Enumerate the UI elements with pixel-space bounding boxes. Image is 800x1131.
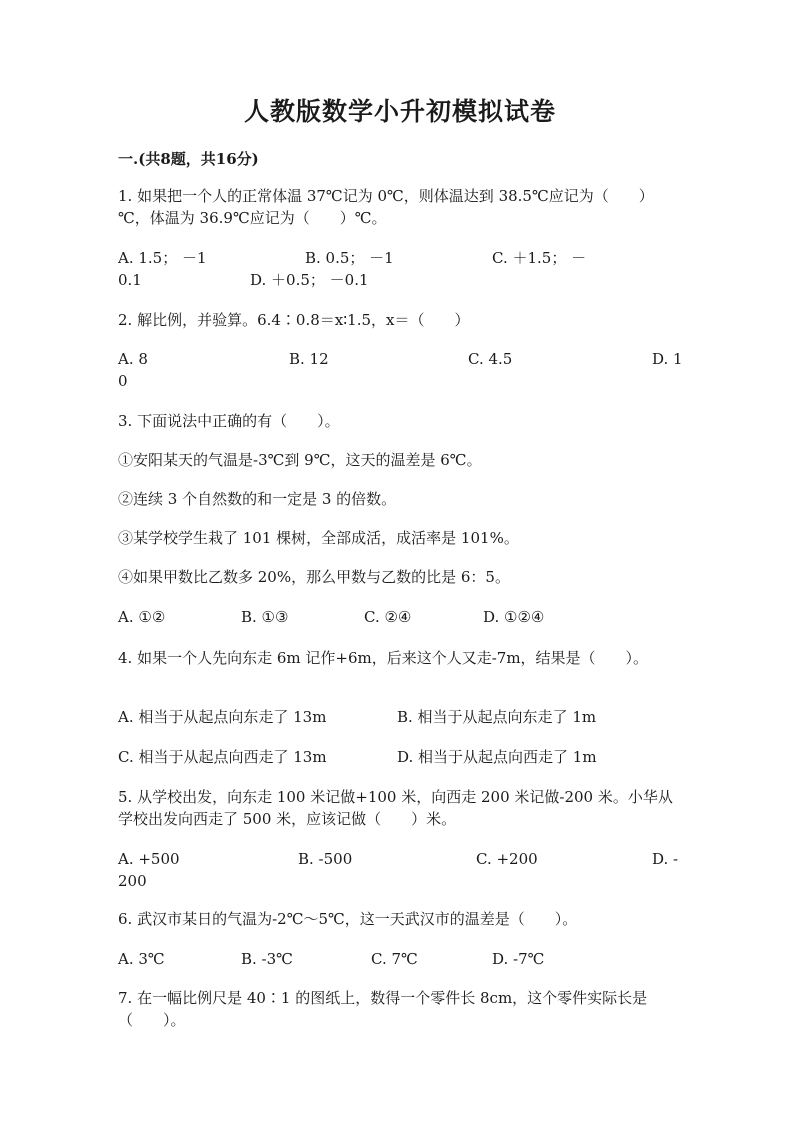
q3-option-c[interactable]: C. ②④ (364, 608, 412, 626)
q3-statement-1: ①安阳某天的气温是-3℃到 9℃，这天的温差是 6℃。 (118, 451, 482, 469)
question-7-text: 7. 在一幅比例尺是 40∶1 的图纸上，数得一个零件长 8cm，这个零件实际长是 (118, 989, 648, 1007)
q1-option-c-cont: 0.1 (118, 271, 142, 289)
q5-option-d[interactable]: D. - (652, 850, 679, 868)
q5-option-a[interactable]: A. +500 (118, 850, 180, 868)
q3-statement-2: ②连续 3 个自然数的和一定是 3 的倍数。 (118, 490, 397, 508)
q6-option-d[interactable]: D. -7℃ (492, 950, 545, 968)
q4-option-a[interactable]: A. 相当于从起点向东走了 13m (118, 708, 327, 726)
q2-option-d[interactable]: D. 1 (652, 350, 683, 368)
q1-option-b[interactable]: B. 0.5； －1 (305, 249, 394, 267)
q4-option-b[interactable]: B. 相当于从起点向东走了 1m (397, 708, 597, 726)
q4-option-c[interactable]: C. 相当于从起点向西走了 13m (118, 748, 327, 766)
q2-option-a[interactable]: A. 8 (118, 350, 148, 368)
section-heading: 一.(共8题，共16分) (118, 150, 259, 168)
q1-option-a[interactable]: A. 1.5； －1 (118, 249, 207, 267)
q6-option-c[interactable]: C. 7℃ (371, 950, 418, 968)
q5-option-d-cont: 200 (118, 872, 147, 890)
q2-option-c[interactable]: C. 4.5 (468, 350, 513, 368)
question-5-text: 5. 从学校出发，向东走 100 米记做+100 米，向西走 200 米记做-200 米。小华从 (118, 788, 673, 806)
q6-option-a[interactable]: A. 3℃ (118, 950, 165, 968)
q5-option-c[interactable]: C. +200 (476, 850, 538, 868)
question-3-text: 3. 下面说法中正确的有（ ）。 (118, 412, 340, 430)
question-6-text: 6. 武汉市某日的气温为-2℃～5℃，这一天武汉市的温差是（ ）。 (118, 910, 578, 928)
q4-option-d[interactable]: D. 相当于从起点向西走了 1m (397, 748, 597, 766)
question-5-text-cont: 学校出发向西走了 500 米，应该记做（ ）米。 (118, 810, 457, 828)
q3-option-b[interactable]: B. ①③ (241, 608, 289, 626)
question-7-text-cont: （ ）。 (118, 1011, 186, 1029)
q2-option-b[interactable]: B. 12 (289, 350, 329, 368)
q1-option-c[interactable]: C. ＋1.5； － (492, 249, 587, 267)
q6-option-b[interactable]: B. -3℃ (241, 950, 293, 968)
q3-option-d[interactable]: D. ①②④ (483, 608, 545, 626)
page-title: 人教版数学小升初模拟试卷 (243, 97, 556, 126)
question-1-text-cont: ℃，体温为 36.9℃应记为（ ）℃。 (118, 209, 387, 227)
question-2-text: 2. 解比例，并验算。6.4∶0.8＝x∶1.5，x＝（ ） (118, 311, 470, 329)
q3-statement-3: ③某学校学生栽了 101 棵树，全部成活，成活率是 101%。 (118, 529, 519, 547)
q3-statement-4: ④如果甲数比乙数多 20%，那么甲数与乙数的比是 6：5。 (118, 568, 510, 586)
q1-option-d[interactable]: D. ＋0.5； －0.1 (250, 271, 369, 289)
q5-option-b[interactable]: B. -500 (298, 850, 353, 868)
question-1-text: 1. 如果把一个人的正常体温 37℃记为 0℃，则体温达到 38.5℃应记为（ ） (118, 187, 654, 205)
question-4-text: 4. 如果一个人先向东走 6m 记作+6m，后来这个人又走-7m，结果是（ ）。 (118, 649, 649, 667)
q3-option-a[interactable]: A. ①② (118, 608, 166, 626)
q2-option-d-cont: 0 (118, 372, 128, 390)
